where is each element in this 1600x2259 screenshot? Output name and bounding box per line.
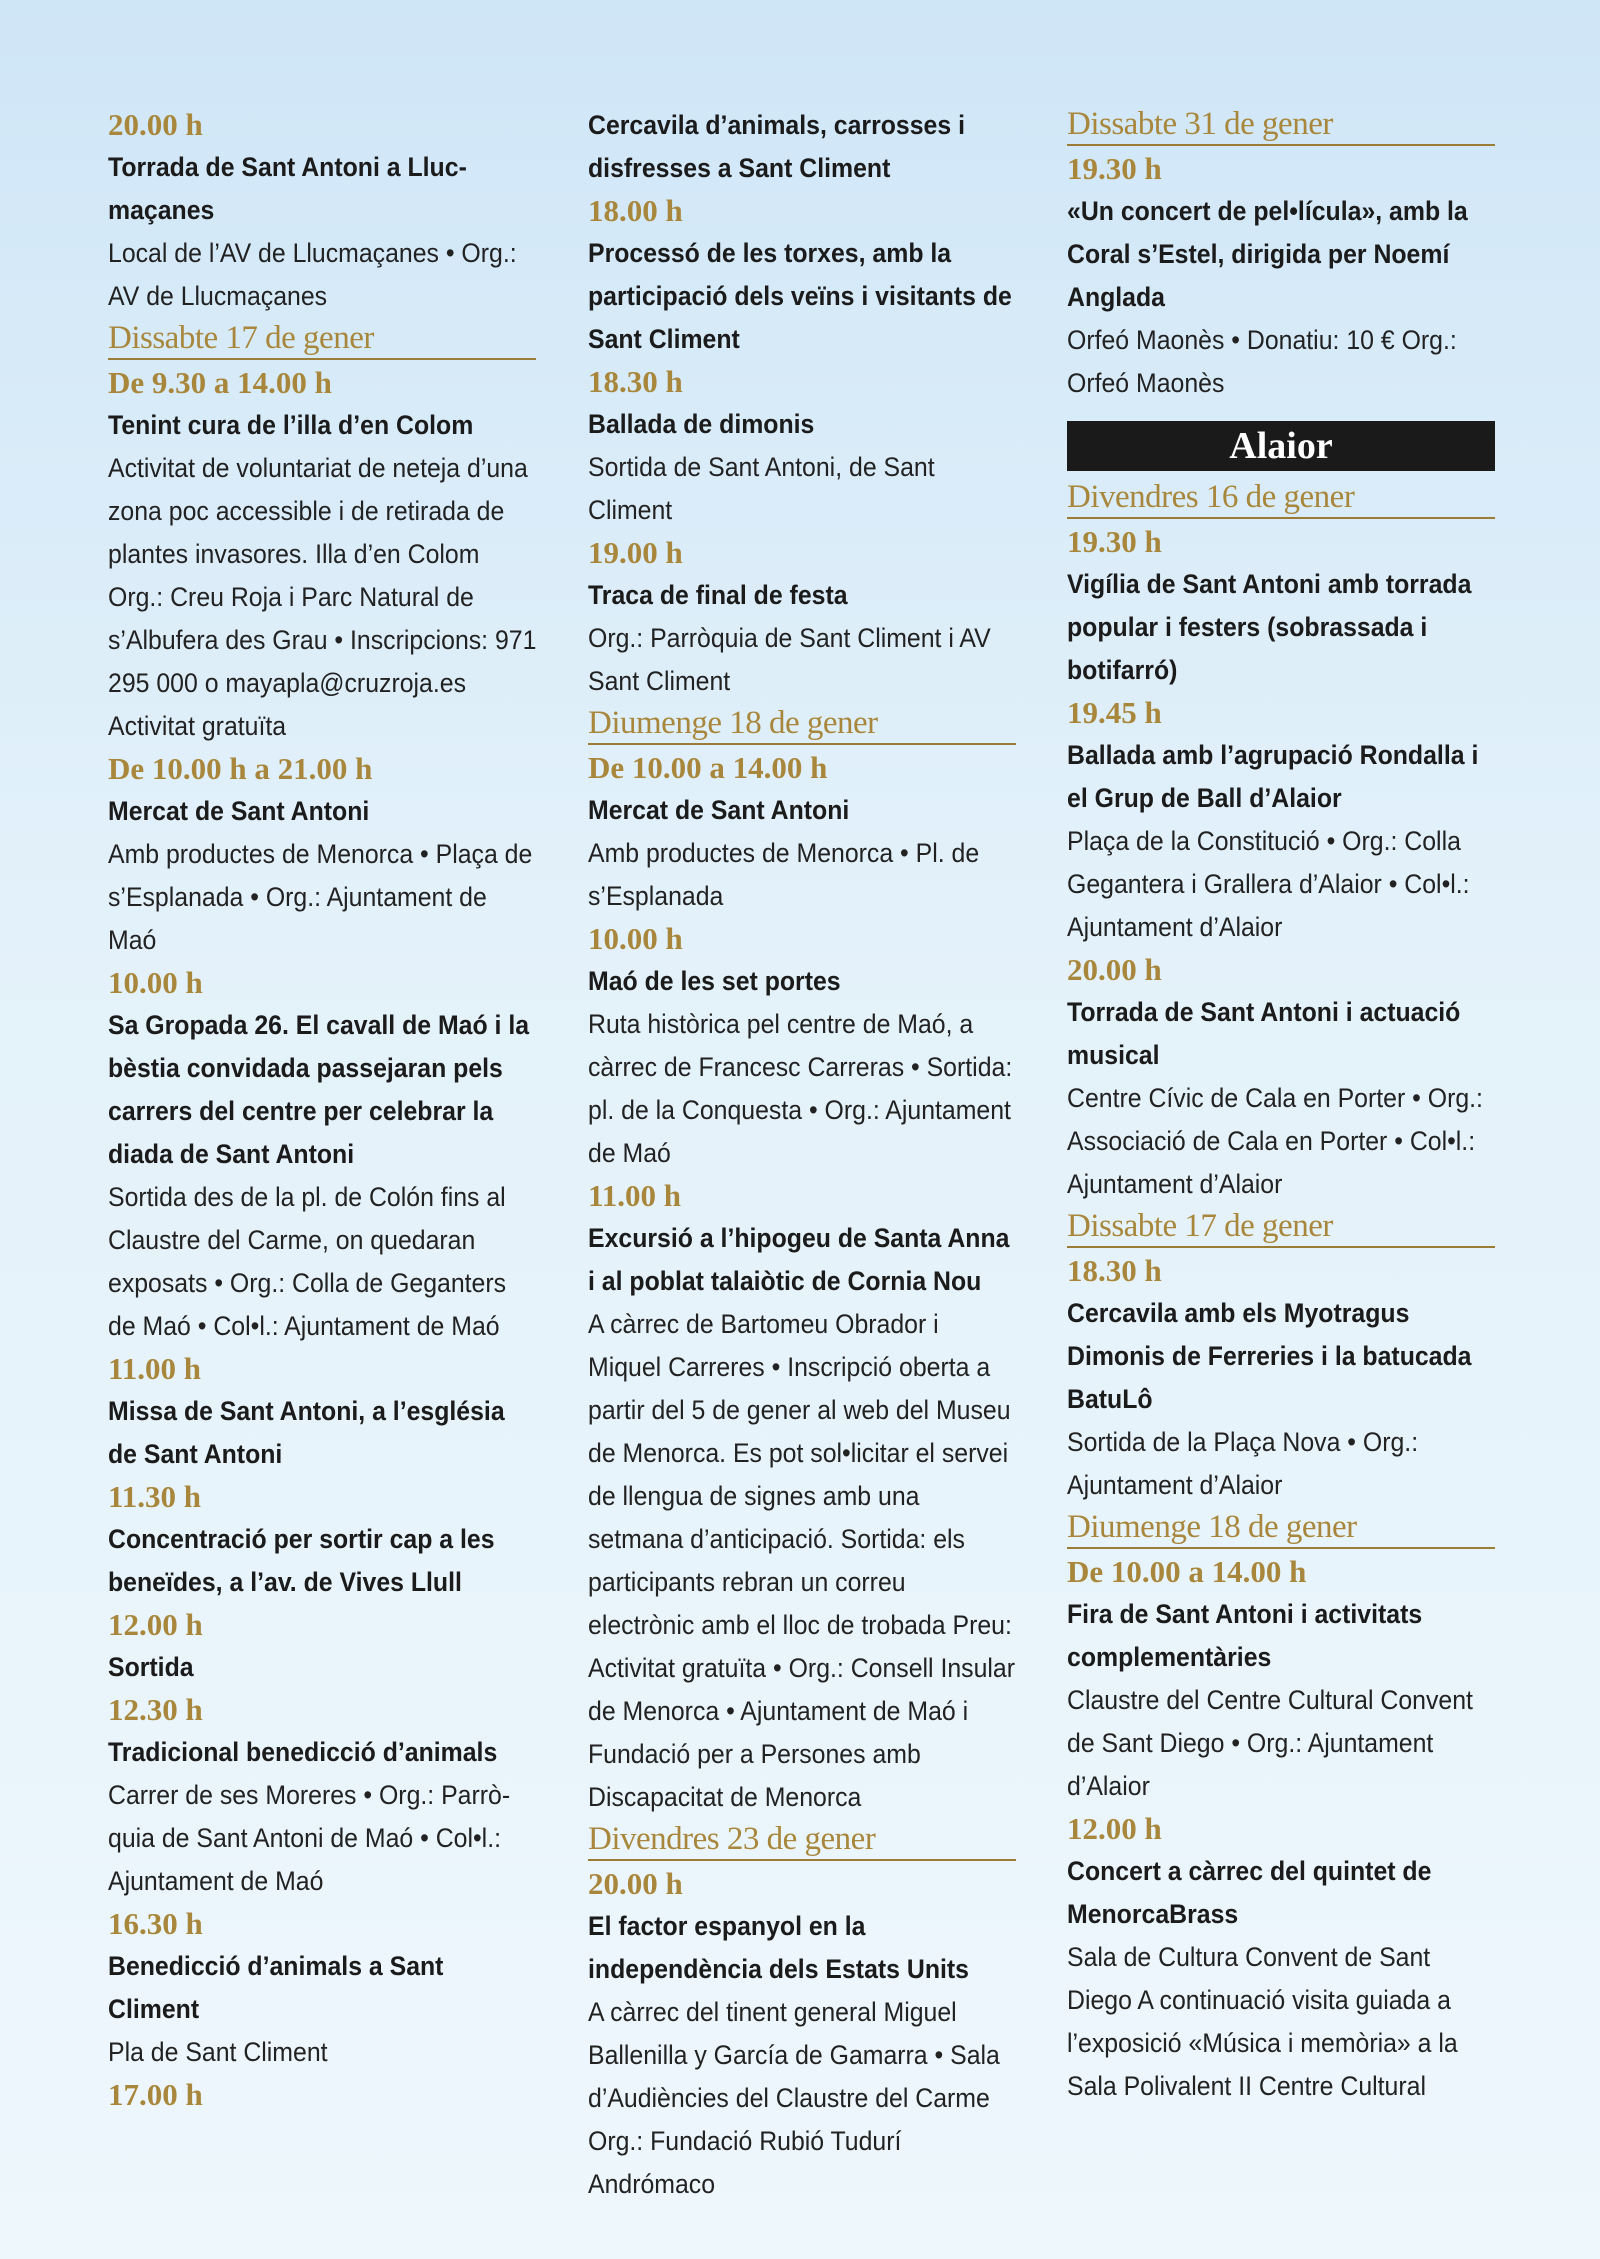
event-time: 18.30 h: [588, 364, 683, 399]
event-title: Tradicional benedicció d’animals: [108, 1737, 498, 1767]
event-title: Mercat de Sant Antoni: [588, 795, 850, 825]
event-details: Plaça de la Constitució • Org.: Colla Gegantera i Grallera d’Alaior • Col•l.: Ajuntament d’Alaior: [1067, 826, 1470, 942]
column-3: [1067, 104, 1495, 2108]
event-details: Sortida des de la pl. de Colón fins al Claustre del Carme, on quedaran exposats • Org.: Colla de Geganters de Maó • Col•l.: Ajuntament de Maó: [108, 1182, 507, 1341]
event-details: Pla de Sant Climent: [108, 2037, 328, 2067]
event-time: 18.30 h: [1067, 1253, 1162, 1288]
event-title: «Un concert de pel•lícula», amb la Coral s’Estel, dirigida per Noemí Anglada: [1067, 196, 1468, 312]
event-title: Missa de Sant Antoni, a l’església de Sant Antoni: [108, 1396, 505, 1469]
event-time: 20.00 h: [108, 107, 203, 142]
event-details: Claustre del Centre Cultural Convent de Sant Diego • Org.: Ajuntament d’Alaior: [1067, 1685, 1473, 1801]
day-heading: Diumenge 18 de gener: [588, 703, 1016, 745]
event-title: Cercavila amb els Myotragus Dimonis de Ferreries i la batucada BatuLô: [1067, 1298, 1472, 1414]
event-time: 11.00 h: [588, 1178, 682, 1213]
event-time: 19.30 h: [1067, 524, 1162, 559]
day-heading: Divendres 23 de gener: [588, 1819, 1016, 1861]
event-time: 19.30 h: [1067, 151, 1162, 186]
event-details: A càrrec de Bartomeu Obrador i Miquel Carreres • Inscripció oberta a partir del 5 de gener al web del Museu de Menorca. Es pot sol•licitar el servei de llengua de signes amb una setmana d’anticipació. Sortida: els participants rebran un correu electrònic amb el lloc de trobada Preu: Activitat gratuïta • Org.: Consell Insular de Menorca • Ajuntament de Maó i Fundació per a Persones amb Discapacitat de Menorca: [588, 1309, 1016, 1812]
event-time: 12.00 h: [108, 1607, 203, 1642]
event-title: Fira de Sant Antoni i activitats complementàries: [1067, 1599, 1423, 1672]
event-title: Sortida: [108, 1652, 194, 1682]
event-details: Centre Cívic de Cala en Porter • Org.: Associació de Cala en Porter • Col•l.: Ajuntament d’Alaior: [1067, 1083, 1483, 1199]
event-time: De 10.00 a 14.00 h: [1067, 1554, 1307, 1589]
event-details: A càrrec del tinent general Miguel Ballenilla y García de Gamarra • Sala d’Audiències del Claustre del Carme Org.: Fundació Rubió Tudurí Andrómaco: [588, 1997, 1000, 2199]
event-details: Org.: Parròquia de Sant Climent i AV Sant Climent: [588, 623, 991, 696]
event-time: De 9.30 a 14.00 h: [108, 365, 332, 400]
event-title: Torrada de Sant Antoni i actuació musical: [1067, 997, 1461, 1070]
event-title: Tenint cura de l’illa d’en Colom: [108, 410, 474, 440]
day-heading: Divendres 16 de gener: [1067, 477, 1495, 519]
event-title: Excursió a l’hipogeu de Santa Anna i al poblat talaiòtic de Cornia Nou: [588, 1223, 1010, 1296]
event-title: Concentració per sortir cap a les beneïdes, a l’av. de Vives Llull: [108, 1524, 495, 1597]
event-time: 17.00 h: [108, 2077, 203, 2112]
event-details: Local de l’AV de Llucmaçanes • Org.: AV de Llucmaçanes: [108, 238, 517, 311]
event-time: 20.00 h: [588, 1866, 683, 1901]
event-title: Processó de les torxes, amb la participació dels veïns i visitants de Sant Climent: [588, 238, 1012, 354]
column-2: [588, 104, 1016, 2206]
event-time: 16.30 h: [108, 1906, 203, 1941]
event-time: De 10.00 a 14.00 h: [588, 750, 828, 785]
event-time: De 10.00 h a 21.00 h: [108, 751, 373, 786]
event-time: 20.00 h: [1067, 952, 1162, 987]
event-title: Cercavila d’animals, carrosses i disfresses a Sant Climent: [588, 110, 965, 183]
event-title: Ballada amb l’agrupació Rondalla i el Grup de Ball d’Alaior: [1067, 740, 1479, 813]
event-time: 11.00 h: [108, 1351, 202, 1386]
event-time: 19.45 h: [1067, 695, 1162, 730]
event-time: 12.30 h: [108, 1692, 203, 1727]
event-details: Carrer de ses Moreres • Org.: Parròquia de Sant Antoni de Maó • Col•l.: Ajuntament de Maó: [108, 1780, 511, 1896]
event-title: Concert a càrrec del quintet de MenorcaBrass: [1067, 1856, 1432, 1929]
event-title: Ballada de dimonis: [588, 409, 815, 439]
event-details: Activitat de voluntariat de neteja d’una zona poc accessible i de retirada de plantes invasores. Illa d’en Colom Org.: Creu Roja i Parc Natural de s’Albufera des Grau • Inscripcions: 971 295 000 o mayapla@cruzroja.es Activitat gratuïta: [108, 453, 537, 741]
event-time: 12.00 h: [1067, 1811, 1162, 1846]
day-heading: Diumenge 18 de gener: [1067, 1507, 1495, 1549]
event-title: Vigília de Sant Antoni amb torrada popular i festers (sobrassada i botifarró): [1067, 569, 1472, 685]
event-time: 11.30 h: [108, 1479, 202, 1514]
column-1: [108, 104, 536, 2116]
event-title: Sa Gropada 26. El cavall de Maó i la bèstia convidada passejaran pels carrers del centre per celebrar la diada de Sant Antoni: [108, 1010, 530, 1169]
event-title: Benedicció d’animals a Sant Climent: [108, 1951, 444, 2024]
event-time: 10.00 h: [108, 965, 203, 1000]
event-details: Sortida de Sant Antoni, de Sant Climent: [588, 452, 935, 525]
event-title: Maó de les set portes: [588, 966, 841, 996]
town-header: Alaior: [1067, 421, 1495, 471]
event-title: Torrada de Sant Antoni a Llucmaçanes: [108, 152, 467, 225]
event-title: El factor espanyol en la independència dels Estats Units: [588, 1911, 969, 1984]
event-title: Traca de final de festa: [588, 580, 848, 610]
event-title: Mercat de Sant Antoni: [108, 796, 370, 826]
event-details: Sala de Cultura Convent de Sant Diego A continuació visita guiada a l’exposició «Música i memòria» a la Sala Polivalent II Centre Cultural: [1067, 1942, 1458, 2101]
event-details: Sortida de la Plaça Nova • Org.: Ajuntament d’Alaior: [1067, 1427, 1419, 1500]
event-details: Ruta històrica pel centre de Maó, a càrrec de Francesc Carreras • Sortida: pl. de la Conquesta • Org.: Ajuntament de Maó: [588, 1009, 1013, 1168]
event-details: Amb productes de Menorca • Plaça de s’Esplanada • Org.: Ajuntament de Maó: [108, 839, 533, 955]
day-heading: Dissabte 17 de gener: [1067, 1206, 1495, 1248]
event-details: Amb productes de Menorca • Pl. de s’Esplanada: [588, 838, 980, 911]
day-heading: Dissabte 17 de gener: [108, 318, 536, 360]
event-details: Orfeó Maonès • Donatiu: 10 € Org.: Orfeó Maonès: [1067, 325, 1457, 398]
event-time: 19.00 h: [588, 535, 683, 570]
day-heading: Dissabte 31 de gener: [1067, 104, 1495, 146]
event-time: 18.00 h: [588, 193, 683, 228]
event-time: 10.00 h: [588, 921, 683, 956]
